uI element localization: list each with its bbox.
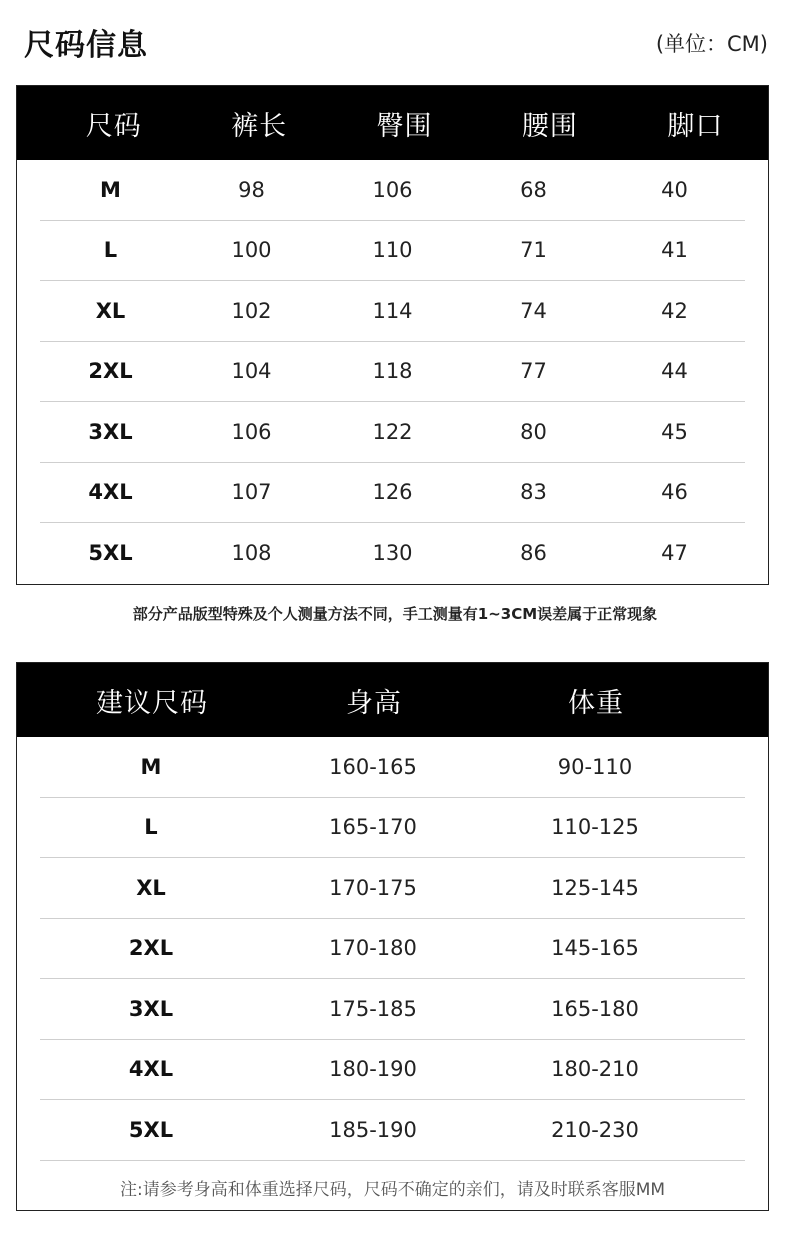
table-row xyxy=(40,858,745,919)
value-cell: 83 xyxy=(520,480,547,505)
table-row xyxy=(40,798,745,859)
weight-cell: 145-165 xyxy=(551,936,639,961)
height-cell: 175-185 xyxy=(329,996,417,1021)
column-header-height: 身高 xyxy=(346,687,402,719)
value-cell: 118 xyxy=(372,359,413,384)
height-cell: 185-190 xyxy=(329,1117,417,1142)
table-row xyxy=(40,979,745,1040)
size-table-body xyxy=(17,160,768,583)
height-cell: 170-175 xyxy=(329,875,417,900)
table-row xyxy=(40,281,745,342)
value-cell: 45 xyxy=(661,419,688,444)
value-cell: 102 xyxy=(231,298,272,323)
value-cell: 77 xyxy=(520,359,547,384)
weight-cell: 180-210 xyxy=(551,1057,639,1082)
table-row xyxy=(40,342,745,403)
value-cell: 71 xyxy=(520,238,547,263)
size-cell: 5XL xyxy=(88,540,133,565)
value-cell: 86 xyxy=(520,540,547,565)
size-cell: M xyxy=(140,754,162,779)
value-cell: 130 xyxy=(372,540,413,565)
table-row xyxy=(40,1040,745,1101)
measurement-note: 部分产品版型特殊及个人测量方法不同，手工测量有1~3CM误差属于正常现象 xyxy=(132,605,658,623)
table-row xyxy=(40,1100,745,1161)
page-title: 尺码信息 xyxy=(24,28,148,63)
table-row xyxy=(40,160,745,221)
size-cell: 5XL xyxy=(128,1117,174,1142)
height-cell: 180-190 xyxy=(329,1057,417,1082)
value-cell: 41 xyxy=(661,238,688,263)
weight-cell: 210-230 xyxy=(551,1117,639,1142)
unit-label: (单位：CM) xyxy=(655,32,768,56)
value-cell: 46 xyxy=(661,480,688,505)
size-table xyxy=(16,85,769,585)
size-cell: 3XL xyxy=(128,996,174,1021)
column-header-recommended-size: 建议尺码 xyxy=(96,687,208,719)
value-cell: 106 xyxy=(231,419,272,444)
value-cell: 40 xyxy=(661,177,688,202)
size-table-header xyxy=(17,86,768,160)
recommend-table-body xyxy=(17,737,768,1161)
value-cell: 100 xyxy=(231,238,272,263)
column-header-waist: 腰围 xyxy=(521,110,578,142)
weight-cell: 90-110 xyxy=(557,754,633,779)
column-header-weight: 体重 xyxy=(568,687,624,719)
table-row xyxy=(40,737,745,798)
weight-cell: 125-145 xyxy=(551,875,639,900)
value-cell: 110 xyxy=(372,238,413,263)
column-header-hem: 脚口 xyxy=(667,110,724,142)
table-row xyxy=(40,463,745,524)
height-cell: 165-170 xyxy=(329,815,417,840)
size-cell: L xyxy=(144,815,158,840)
value-cell: 106 xyxy=(372,177,413,202)
size-advice-note: 注:请参考身高和体重选择尺码，尺码不确定的亲们，请及时联系客服MM xyxy=(119,1179,666,1200)
value-cell: 98 xyxy=(238,177,265,202)
value-cell: 74 xyxy=(520,298,547,323)
table-row xyxy=(40,402,745,463)
column-header-hip: 臀围 xyxy=(376,110,433,142)
value-cell: 114 xyxy=(372,298,413,323)
size-cell: 2XL xyxy=(128,936,174,961)
size-cell: 2XL xyxy=(88,359,133,384)
table-row xyxy=(40,523,745,583)
size-cell: XL xyxy=(136,875,166,900)
value-cell: 107 xyxy=(231,480,272,505)
value-cell: 80 xyxy=(520,419,547,444)
size-cell: L xyxy=(103,238,118,263)
size-cell: 4XL xyxy=(88,480,133,505)
table-row xyxy=(40,919,745,980)
height-cell: 170-180 xyxy=(329,936,417,961)
recommend-table xyxy=(16,662,769,1211)
size-cell: 3XL xyxy=(88,419,133,444)
value-cell: 104 xyxy=(231,359,272,384)
value-cell: 68 xyxy=(520,177,547,202)
value-cell: 126 xyxy=(372,480,413,505)
weight-cell: 165-180 xyxy=(551,996,639,1021)
value-cell: 47 xyxy=(661,540,688,565)
column-header-size: 尺码 xyxy=(85,110,142,142)
value-cell: 42 xyxy=(661,298,688,323)
value-cell: 108 xyxy=(231,540,272,565)
size-cell: 4XL xyxy=(128,1057,174,1082)
weight-cell: 110-125 xyxy=(551,815,639,840)
size-cell: XL xyxy=(95,298,126,323)
height-cell: 160-165 xyxy=(329,754,417,779)
size-cell: M xyxy=(100,177,121,202)
recommend-table-header xyxy=(17,663,768,737)
table-row xyxy=(40,221,745,282)
value-cell: 44 xyxy=(661,359,688,384)
column-header-pants-length: 裤长 xyxy=(231,110,288,142)
value-cell: 122 xyxy=(372,419,413,444)
